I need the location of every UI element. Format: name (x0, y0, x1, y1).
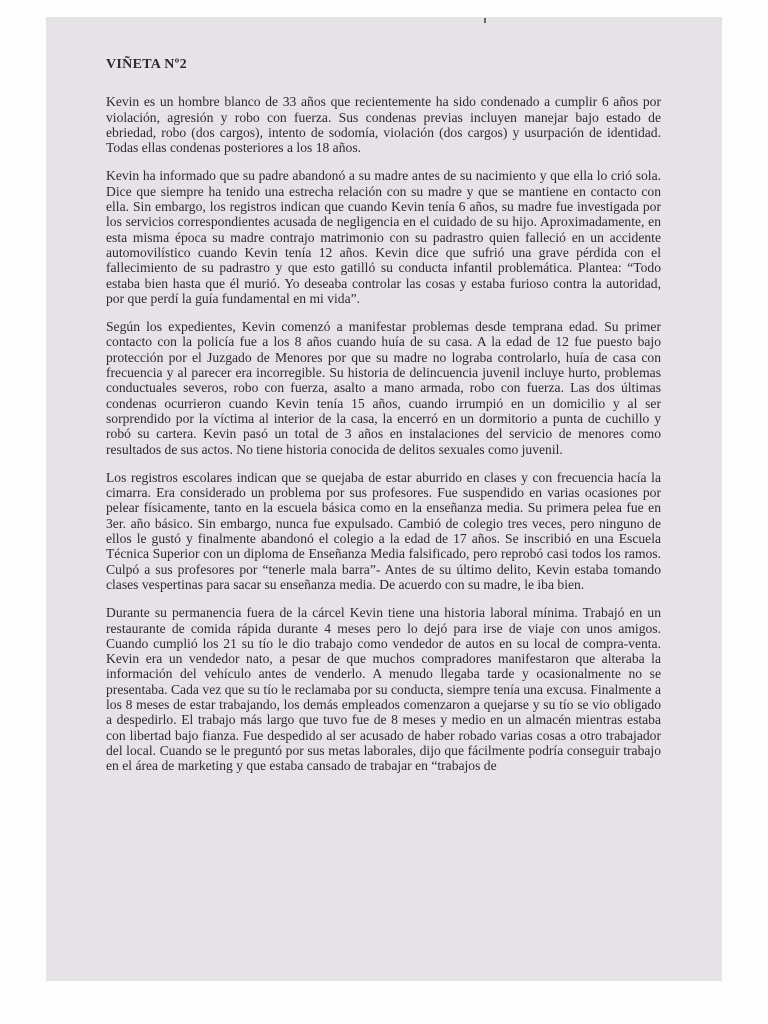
scanned-page (46, 17, 722, 981)
document-title: VIÑETA Nº2 (106, 57, 187, 72)
paragraph-4: Los registros escolares indican que se quejaba de estar aburrido en clases y con frecuencia hacía la cimarra. Era considerado un problema por sus profesores. Fue suspendido en varias ocasiones por pelear físicamente, tanto en la escuela básica como en la enseñanza media. Su primera pelea fue en 3er. año básico. Sin embargo, nunca fue expulsado. Cambió de colegio tres veces, pero ninguno de ellos le gustó y finalmente abandonó el colegio a la edad de 17 años. Se inscribió en una Escuela Técnica Superior con un diploma de Enseñanza Media falsificado, pero reprobó casi todos los ramos. Culpó a sus profesores por “tenerle mala barra”- Antes de su último delito, Kevin estaba tomando clases vespertinas para sacar su enseñanza media. De acuerdo con su madre, le iba bien. (106, 469, 661, 592)
scan-mark (484, 18, 486, 23)
paragraph-5: Durante su permanencia fuera de la cárcel Kevin tiene una historia laboral mínima. Trabajó en un restaurante de comida rápida durante 4 meses pero lo dejó para irse de viaje con unos amigos. Cuando cumplió los 21 su tío le dio trabajo como vendedor de autos en su local de compra-venta. Kevin era un vendedor nato, a pesar de que muchos compradores manifestaron que alteraba la información del vehículo antes de venderlo. A menudo llegaba tarde y ocasionalmente no se presentaba. Cada vez que su tío le reclamaba por su conducta, siempre tenía una excusa. Finalmente a los 8 meses de estar trabajando, los demás empleados comenzaron a quejarse y su tío se vio obligado a despedirlo. El trabajo más largo que tuvo fue de 8 meses y medio en un almacén mientras estaba con libertad bajo fianza. Fue despedido al ser acusado de haber robado varias cosas a otro trabajador del local. Cuando se le preguntó por sus metas laborales, dijo que fácilmente podría conseguir trabajo en el área de marketing y que estaba cansado de trabajar en “trabajos de (106, 605, 661, 774)
paragraph-3: Según los expedientes, Kevin comenzó a manifestar problemas desde temprana edad. Su primer contacto con la policía fue a los 8 años cuando huía de su casa. A la edad de 12 fue puesto bajo protección por el Juzgado de Menores por que su madre no lograba controlarlo, huía de casa con frecuencia y al parecer era incorregible. Su historia de delincuencia juvenil incluye hurto, problemas conductuales severos, robo con fuerza, asalto a mano armada, robo con fuerza. Las dos últimas condenas ocurrieron cuando Kevin tenía 15 años, cuando irrumpió en un domicilio y al ser sorprendido por la víctima al interior de la casa, la encerró en un dormitorio a punta de cuchillo y robó su cartera. Kevin pasó un total de 3 años en instalaciones del servicio de menores como resultados de sus actos. No tiene historia conocida de delitos sexuales como juvenil. (106, 319, 661, 457)
paragraph-1: Kevin es un hombre blanco de 33 años que recientemente ha sido condenado a cumplir 6 años por violación, agresión y robo con fuerza. Sus condenas previas incluyen manejar bajo estado de ebriedad, robo (dos cargos), intento de sodomía, violación (dos cargos) y usurpación de identidad. Todas ellas condenas posteriores a los 18 años. (106, 94, 661, 156)
document-body (106, 57, 661, 786)
paragraph-2: Kevin ha informado que su padre abandonó a su madre antes de su nacimiento y que ella lo crió sola. Dice que siempre ha tenido una estrecha relación con su madre y que se mantiene en contacto con ella. Sin embargo, los registros indican que cuando Kevin tenía 6 años, su madre fue investigada por los servicios correspondientes acusada de negligencia en el cuidado de su hijo. Aproximadamente, en esta misma época su madre contrajo matrimonio con su padrastro quien falleció en un accidente automovilístico cuando Kevin tenía 12 años. Kevin dice que sufrió una grave pérdida con el fallecimiento de su padrastro y que esto gatilló su conducta infantil problemática. Plantea: “Todo estaba bien hasta que él murió. Yo deseaba controlar las cosas y estaba furioso contra la autoridad, por que perdí la guía fundamental en mi vida”. (106, 168, 661, 306)
